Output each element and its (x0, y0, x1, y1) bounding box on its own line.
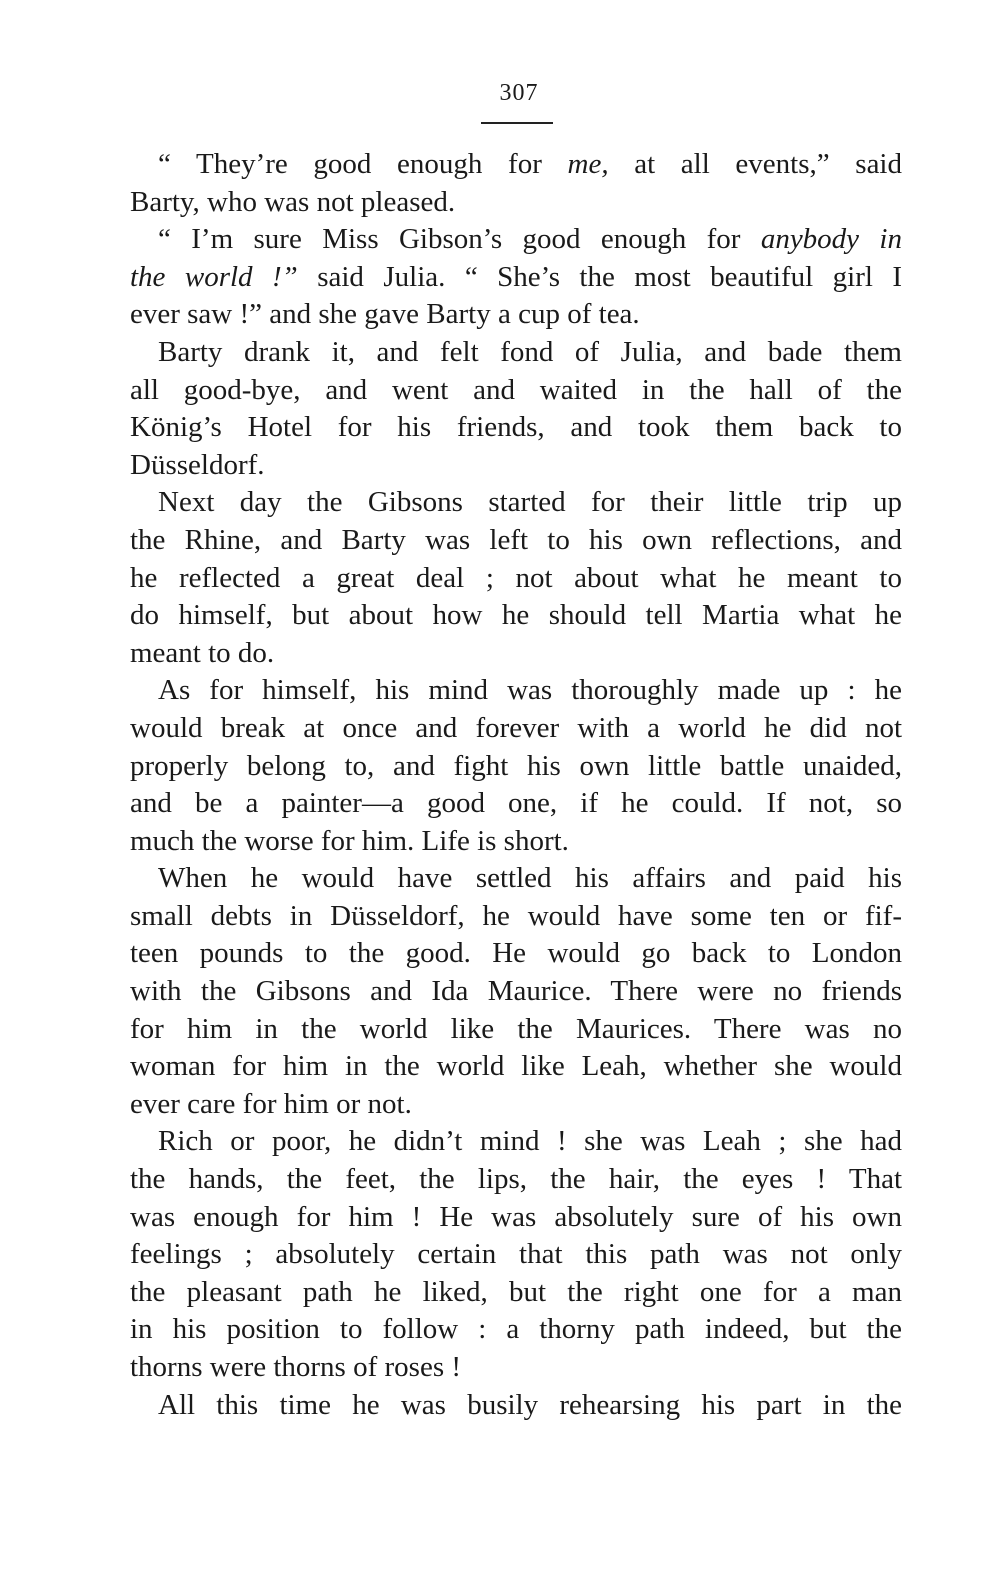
line-text: ever care for him or not. (130, 1087, 412, 1120)
body-text (130, 146, 902, 1424)
text-line (130, 1161, 902, 1199)
text-line (130, 522, 902, 560)
text-line (130, 1387, 902, 1425)
line-text: Next day the Gibsons started for their little trip up (158, 486, 902, 519)
line-text: the pleasant path he liked, but the right one for a man (130, 1275, 902, 1308)
paragraph (130, 221, 902, 334)
paragraph (130, 672, 902, 860)
line-text: for him in the world like the Maurices. There was no (130, 1012, 902, 1045)
text-line (130, 372, 902, 410)
line-text: Barty drank it, and felt fond of Julia, and bade them (158, 335, 902, 368)
line-text: “ I’m sure Miss Gibson’s good enough for anybody in (158, 223, 902, 256)
paragraph (130, 484, 902, 672)
text-line (130, 672, 902, 710)
text-line (130, 447, 902, 485)
line-text: he reflected a great deal ; not about what he meant to (130, 561, 902, 594)
line-text: in his position to follow : a thorny path indeed, but the (130, 1313, 902, 1346)
text-line (130, 1199, 902, 1237)
line-text: feelings ; absolutely certain that this path was not only (130, 1238, 902, 1271)
text-line (130, 823, 902, 861)
line-text: all good-bye, and went and waited in the hall of the (130, 373, 902, 406)
line-text: thorns were thorns of roses ! (130, 1351, 462, 1383)
line-text: Barty, who was not pleased. (130, 185, 456, 218)
line-text: As for himself, his mind was thoroughly made up : he (158, 674, 902, 707)
text-line (130, 184, 902, 222)
text-line (130, 785, 902, 823)
text-line (130, 1011, 902, 1049)
text-line (130, 484, 902, 522)
line-text: the Rhine, and Barty was left to his own reflections, and (130, 523, 902, 556)
paragraph (130, 1387, 902, 1425)
text-line (130, 935, 902, 973)
text-line (130, 259, 902, 297)
line-text: was enough for him ! He was absolutely sure of his own (130, 1200, 902, 1233)
text-line (130, 334, 902, 372)
line-text: with the Gibsons and Ida Maurice. There were no friends (130, 975, 902, 1008)
text-line (130, 860, 902, 898)
text-line (130, 973, 902, 1011)
line-text: When he would have settled his affairs and paid his (158, 862, 902, 895)
header-rule (481, 122, 553, 124)
line-text: the hands, the feet, the lips, the hair, the eyes ! That (130, 1163, 902, 1196)
line-text: “ They’re good enough for me, at all events,” said (158, 148, 902, 180)
text-line (130, 296, 902, 334)
paragraph (130, 146, 902, 221)
text-line (130, 1311, 902, 1349)
text-line (130, 1349, 902, 1387)
paragraph (130, 1123, 902, 1386)
paragraph (130, 334, 902, 484)
line-text: would break at once and forever with a world he did not (130, 711, 902, 744)
text-line (130, 710, 902, 748)
line-text: small debts in Düsseldorf, he would have some ten or fif- (130, 899, 902, 932)
text-line (130, 635, 902, 673)
text-line (130, 748, 902, 786)
text-line (130, 560, 902, 598)
line-text: All this time he was busily rehearsing his part in the (158, 1388, 902, 1421)
line-text: woman for him in the world like Leah, whether she would (130, 1050, 902, 1083)
line-text: Rich or poor, he didn’t mind ! she was Leah ; she had (158, 1125, 902, 1158)
text-line (130, 1123, 902, 1161)
line-text: do himself, but about how he should tell Martia what he (130, 599, 902, 632)
line-text: ever saw !” and she gave Barty a cup of tea. (130, 298, 640, 331)
text-line (130, 1048, 902, 1086)
text-line (130, 898, 902, 936)
paragraph (130, 860, 902, 1123)
text-line (130, 597, 902, 635)
line-text: teen pounds to the good. He would go back to London (130, 937, 902, 970)
text-line (130, 146, 902, 184)
text-line (130, 1236, 902, 1274)
line-text: and be a painter—a good one, if he could. If not, so (130, 787, 902, 820)
line-text: much the worse for him. Life is short. (130, 824, 569, 857)
line-text: the world !” said Julia. “ She’s the most beautiful girl I (130, 260, 902, 293)
text-line (130, 1086, 902, 1124)
line-text: properly belong to, and fight his own little battle unaided, (130, 749, 902, 782)
text-line (130, 409, 902, 447)
line-text: meant to do. (130, 636, 275, 669)
line-text: König’s Hotel for his friends, and took them back to (130, 411, 902, 444)
text-line (130, 221, 902, 259)
line-text: Düsseldorf. (130, 448, 265, 481)
text-line (130, 1274, 902, 1312)
page-number: 307 (499, 80, 539, 106)
